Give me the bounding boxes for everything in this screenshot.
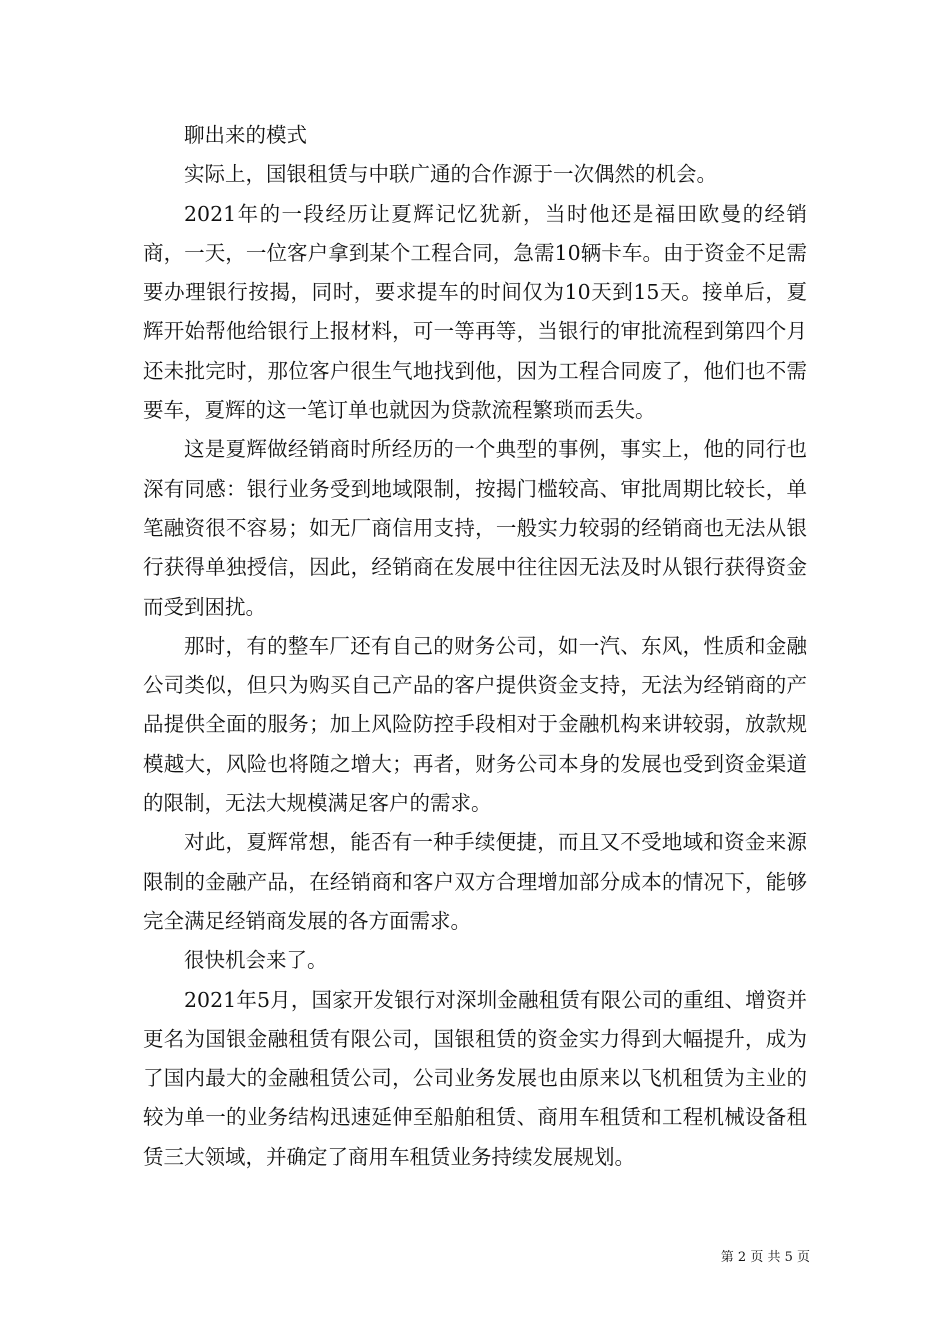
paragraph: 实际上，国银租赁与中联广通的合作源于一次偶然的机会。 [184, 162, 717, 187]
section-heading: 聊出来的模式 [184, 123, 307, 147]
paragraph: 那时，有的整车厂还有自己的财务公司，如一汽、东风，性质和金融公司类似，但只为购买自己产品的客户提供资金支持，无法为经销商的产品提供全面的服务；加上风险防控手段相对于金融机构来讲较弱，放款规模越大，风险也将随之增大；再者，财务公司本身的发展也受到资金渠道的限制，无法大规模满足客户的需求。 [143, 633, 807, 816]
paragraph: 很快机会来了。 [184, 948, 328, 973]
paragraph: 对此，夏辉常想，能否有一种手续便捷，而且又不受地域和资金来源限制的金融产品，在经销商和客户双方合理增加部分成本的情况下，能够完全满足经销商发展的各方面需求。 [143, 830, 807, 933]
paragraph: 2021年5月，国家开发银行对深圳金融租赁有限公司的重组、增资并更名为国银金融租赁有限公司，国银租赁的资金实力得到大幅提升，成为了国内最大的金融租赁公司，公司业务发展也由原来以飞机租赁为主业的较为单一的业务结构迅速延伸至船舶租赁、商用车租赁和工程机械设备租赁三大领域，并确定了商用车租赁业务持续发展规划。 [143, 987, 807, 1169]
paragraph: 这是夏辉做经销商时所经历的一个典型的事例，事实上，他的同行也深有同感：银行业务受到地域限制，按揭门槛较高、审批周期比较长，单笔融资很不容易；如无厂商信用支持，一般实力较弱的经销商也无法从银行获得单独授信，因此，经销商在发展中往往因无法及时从银行获得资金而受到困扰。 [143, 437, 807, 619]
paragraph: 2021年的一段经历让夏辉记忆犹新，当时他还是福田欧曼的经销商，一天，一位客户拿到某个工程合同，急需10辆卡车。由于资金不足需要办理银行按揭，同时，要求提车的时间仅为10天到15天。接单后，夏辉开始帮他给银行上报材料，可一等再等，当银行的审批流程到第四个月还未批完时，那位客户很生气地找到他，因为工程合同废了，他们也不需要车，夏辉的这一笔订单也就因为贷款流程繁琐而丢失。 [143, 201, 807, 423]
page-number: 第 2 页 共 5 页 [720, 1250, 810, 1265]
article-body [143, 116, 807, 1177]
